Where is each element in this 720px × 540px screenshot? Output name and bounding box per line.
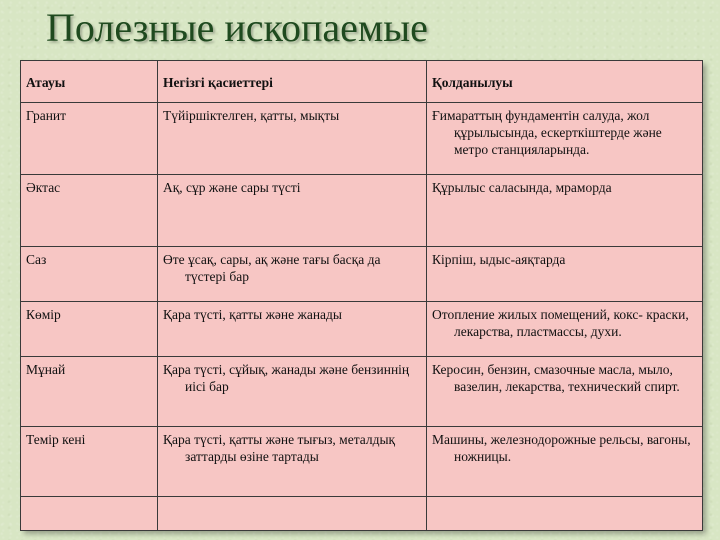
row-iron-ore-usage	[427, 427, 703, 497]
minerals-table	[20, 60, 703, 531]
row-iron-ore-name: Темір кені	[21, 427, 158, 497]
row-limestone-usage	[427, 175, 703, 247]
cell-text: Кірпіш, ыдыс-аяқтарда	[432, 252, 566, 267]
slide-title: Полезные ископаемые	[46, 5, 428, 50]
row-coal-properties	[158, 302, 427, 357]
table-row-empty	[21, 497, 703, 531]
cell-text: Қара түсті, сұйық, жанады және бензиннің иісі бар	[163, 362, 410, 394]
cell-text: Қара түсті, қатты және тығыз, металдық заттарды өзіне тартады	[163, 432, 396, 464]
table-row	[21, 427, 703, 497]
row-granite-properties	[158, 103, 427, 175]
cell-text: Өте ұсақ, сары, ақ және тағы басқа да түстері бар	[163, 252, 381, 284]
row-coal-usage	[427, 302, 703, 357]
row-limestone-properties	[158, 175, 427, 247]
cell-text: Құрылыс саласында, мраморда	[432, 180, 612, 195]
row-empty-properties	[158, 497, 427, 531]
row-clay-usage	[427, 247, 703, 302]
table-row	[21, 175, 703, 247]
row-clay-name: Саз	[21, 247, 158, 302]
cell-text: Машины, железнодорожные рельсы, вагоны, ножницы.	[432, 432, 691, 464]
row-oil-name: Мұнай	[21, 357, 158, 427]
row-limestone-name: Әктас	[21, 175, 158, 247]
row-clay-properties	[158, 247, 427, 302]
cell-text: Түйіршіктелген, қатты, мықты	[163, 108, 340, 123]
table-row	[21, 247, 703, 302]
header-usage: Қолданылуы	[427, 61, 703, 103]
table-row	[21, 103, 703, 175]
row-granite-usage	[427, 103, 703, 175]
cell-text: Ғимараттың фундаментін салуда, жол құрылысында, ескерткіштерде және метро станцияларында.	[432, 108, 662, 157]
header-name: Атауы	[21, 61, 158, 103]
cell-text: Ақ, сұр және сары түсті	[163, 180, 301, 195]
row-iron-ore-properties	[158, 427, 427, 497]
header-properties: Негізгі қасиеттері	[158, 61, 427, 103]
row-granite-name: Гранит	[21, 103, 158, 175]
row-oil-usage	[427, 357, 703, 427]
row-empty-usage	[427, 497, 703, 531]
row-empty-name	[21, 497, 158, 531]
cell-text: Отопление жилых помещений, кокс- краски, лекарства, пластмассы, духи.	[432, 307, 689, 339]
row-oil-properties	[158, 357, 427, 427]
table-row	[21, 357, 703, 427]
row-coal-name: Көмір	[21, 302, 158, 357]
cell-text: Қара түсті, қатты және жанады	[163, 307, 342, 322]
table-header-row	[21, 61, 703, 103]
cell-text: Керосин, бензин, смазочные масла, мыло, вазелин, лекарства, технический спирт.	[432, 362, 680, 394]
table-row	[21, 302, 703, 357]
minerals-table-container	[20, 60, 702, 530]
